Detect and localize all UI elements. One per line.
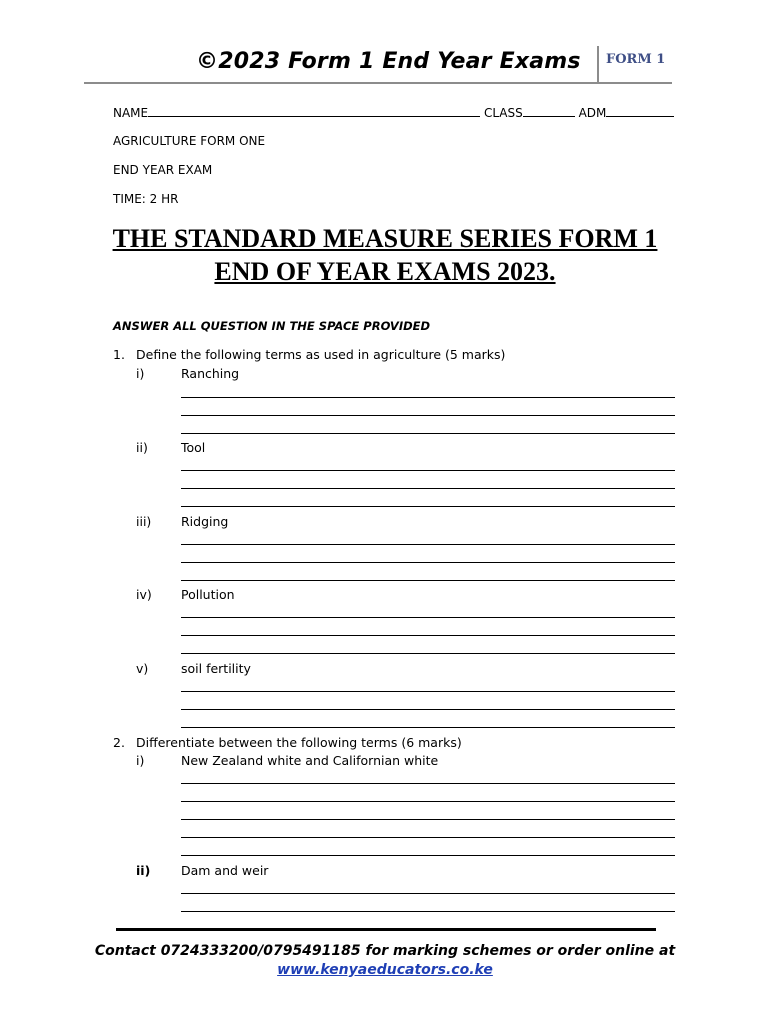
q2-part-i-label: New Zealand white and Californian white [181,753,439,768]
answer-line[interactable] [181,544,675,545]
website-link[interactable]: www.kenyaeducators.co.ke [277,962,493,978]
exam-line: END YEAR EXAM [113,163,213,177]
answer-line[interactable] [181,727,675,728]
q2-part-ii-number: ii) [136,863,151,878]
q1-part-v-number: v) [136,661,149,676]
question-2-text: Differentiate between the following terms (6 marks) [136,735,462,750]
exam-title [60,222,710,288]
answer-line[interactable] [181,783,675,784]
name-label: NAME [113,106,149,120]
answer-line[interactable] [181,653,675,654]
answer-line[interactable] [181,415,675,416]
q1-part-ii-number: ii) [136,440,148,455]
q1-part-iii-label: Ridging [181,514,229,529]
question-1-text: Define the following terms as used in agriculture (5 marks) [136,347,506,362]
answer-line[interactable] [181,635,675,636]
exam-title-line-2: END OF YEAR EXAMS 2023. [214,257,556,286]
answer-line[interactable] [181,855,675,856]
name-field[interactable] [148,105,480,117]
header-divider [597,46,599,82]
answer-line[interactable] [181,819,675,820]
footer-contact: Contact 0724333200/0795491185 for marking schemes or order online at [94,943,676,959]
answer-line[interactable] [181,893,675,894]
answer-line[interactable] [181,397,675,398]
time-line: TIME: 2 HR [113,192,179,206]
answer-line[interactable] [181,837,675,838]
answer-line[interactable] [181,617,675,618]
question-1-number: 1. [113,347,125,362]
form-badge: FORM 1 [606,52,666,67]
answer-line[interactable] [181,470,675,471]
q1-part-i-label: Ranching [181,366,240,381]
q1-part-iv-label: Pollution [181,587,235,602]
adm-label: ADM [578,106,607,120]
footer-website [0,962,770,978]
answer-line[interactable] [181,691,675,692]
answer-line[interactable] [181,580,675,581]
q1-part-iii-number: iii) [136,514,152,529]
student-details-line [113,105,674,120]
q2-part-ii-label: Dam and weir [181,863,269,878]
instruction: ANSWER ALL QUESTION IN THE SPACE PROVIDED [113,319,431,333]
class-label: CLASS [483,106,523,120]
answer-line[interactable] [181,506,675,507]
q1-part-iv-number: iv) [136,587,152,602]
footer-rule [116,928,656,931]
header-title: ©2023 Form 1 End Year Exams [196,49,581,74]
q1-part-i-number: i) [136,366,145,381]
q1-part-ii-label: Tool [181,440,206,455]
q2-part-i-number: i) [136,753,145,768]
question-2-number: 2. [113,735,125,750]
adm-field[interactable] [606,105,674,117]
subject-line: AGRICULTURE FORM ONE [113,134,266,148]
answer-line[interactable] [181,709,675,710]
answer-line[interactable] [181,488,675,489]
q1-part-v-label: soil fertility [181,661,251,676]
answer-line[interactable] [181,562,675,563]
header-rule [84,82,672,84]
answer-line[interactable] [181,911,675,912]
answer-line[interactable] [181,801,675,802]
class-field[interactable] [523,105,575,117]
exam-title-line-1: THE STANDARD MEASURE SERIES FORM 1 [112,224,658,253]
answer-line[interactable] [181,433,675,434]
